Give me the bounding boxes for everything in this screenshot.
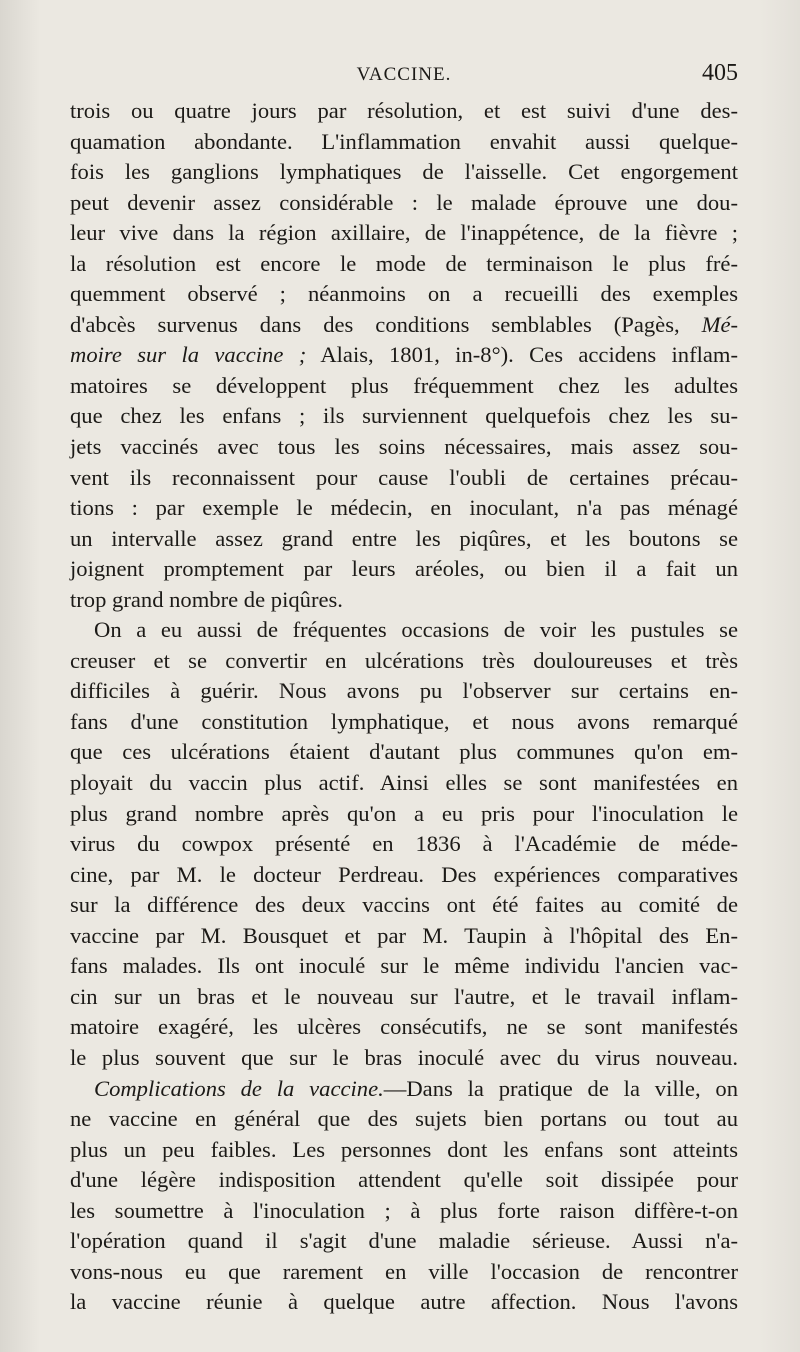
- text-line: cine, par M. le docteur Perdreau. Des expériences comparatives: [70, 861, 738, 887]
- text-line: difficiles à guérir. Nous avons pu l'observer sur certains en-: [70, 678, 738, 704]
- text-line: que chez les enfans ; ils surviennent quelquefois chez les su-: [70, 403, 738, 429]
- text-line: plus un peu faibles. Les personnes dont les enfans sont atteints: [70, 1136, 738, 1162]
- paragraph: [70, 1074, 738, 1318]
- text-line: ne vaccine en général que des sujets bien portans ou tout au: [70, 1106, 738, 1132]
- text-line: la résolution est encore le mode de terminaison le plus fré-: [70, 250, 738, 276]
- section-lead: Complications de la vaccine.: [94, 1075, 384, 1101]
- text-line: vons-nous eu que rarement en ville l'occasion de rencontrer: [70, 1258, 738, 1284]
- page-body: [70, 96, 738, 1318]
- text-line: vaccine par M. Bousquet et par M. Taupin à l'hôpital des En-: [70, 922, 738, 948]
- text-line: plus grand nombre après qu'on a eu pris pour l'inoculation le: [70, 800, 738, 826]
- paragraph: [70, 96, 738, 615]
- text-line: creuser et se convertir en ulcérations très douloureuses et très: [70, 647, 738, 673]
- text-line: fans d'une constitution lymphatique, et nous avons remarqué: [70, 708, 738, 734]
- text-fragment: —Dans la pratique de la ville, on: [383, 1075, 739, 1101]
- text-line: virus du cowpox présenté en 1836 à l'Académie de méde-: [70, 831, 738, 857]
- text-line: matoire exagéré, les ulcères consécutifs, ne se sont manifestés: [70, 1014, 738, 1040]
- text-line: peut devenir assez considérable : le malade éprouve une dou-: [70, 189, 738, 215]
- text-line: trois ou quatre jours par résolution, et est suivi d'une des-: [70, 98, 738, 123]
- running-head: VACCINE.: [356, 64, 452, 85]
- text-line: quemment observé ; néanmoins on a recueilli des exemples: [70, 281, 738, 307]
- text-line: matoires se développent plus fréquemment chez les adultes: [70, 372, 738, 398]
- text-line: quamation abondante. L'inflammation envahit aussi quelque-: [70, 128, 738, 154]
- text-line: leur vive dans la région axillaire, de l'inappétence, de la fièvre ;: [70, 220, 738, 246]
- italic-citation: Mé-: [701, 311, 738, 337]
- page-number: 405: [702, 60, 738, 86]
- text-line: trop grand nombre de piqûres.: [70, 586, 343, 612]
- text-line: un intervalle assez grand entre les piqûres, et les boutons se: [70, 525, 738, 551]
- text-line: d'une légère indisposition attendent qu'elle soit dissipée pour: [70, 1167, 738, 1193]
- text-line: cin sur un bras et le nouveau sur l'autre, et le travail inflam-: [70, 983, 738, 1009]
- text-line: tions : par exemple le médecin, en inoculant, n'a pas ménagé: [70, 495, 738, 521]
- text-line: le plus souvent que sur le bras inoculé avec du virus nouveau.: [70, 1044, 738, 1070]
- text-line: jets vaccinés avec tous les soins nécessaires, mais assez sou-: [70, 434, 738, 460]
- text-line: fois les ganglions lymphatiques de l'aisselle. Cet engorgement: [70, 159, 738, 185]
- italic-citation: moire sur la vaccine ;: [70, 342, 307, 368]
- text-line: joignent promptement par leurs aréoles, ou bien il a fait un: [70, 556, 738, 582]
- text-line: vent ils reconnaissent pour cause l'oubli de certaines précau-: [70, 464, 738, 490]
- text-line: moire sur la vaccine ; Alais, 1801, in-8°). Ces accidens inflam-: [70, 342, 738, 368]
- text-line: l'opération quand il s'agit d'une maladie sérieuse. Aussi n'a-: [70, 1228, 738, 1254]
- paragraph: [70, 615, 738, 1073]
- text-line: les soumettre à l'inoculation ; à plus forte raison diffère-t-on: [70, 1197, 738, 1223]
- page-header: [70, 60, 738, 94]
- text-line: la vaccine réunie à quelque autre affection. Nous l'avons: [70, 1289, 738, 1315]
- text-line: On a eu aussi de fréquentes occasions de voir les pustules se: [94, 617, 738, 643]
- text-line: que ces ulcérations étaient d'autant plus communes qu'on em-: [70, 739, 738, 765]
- text-line: d'abcès survenus dans des conditions semblables (Pagès, Mé-: [70, 311, 738, 337]
- text-line: sur la différence des deux vaccins ont été faites au comité de: [70, 892, 738, 918]
- text-line: fans malades. Ils ont inoculé sur le même individu l'ancien vac-: [70, 953, 738, 979]
- text-line: [70, 1074, 738, 1105]
- text-line: ployait du vaccin plus actif. Ainsi elles se sont manifestées en: [70, 770, 738, 796]
